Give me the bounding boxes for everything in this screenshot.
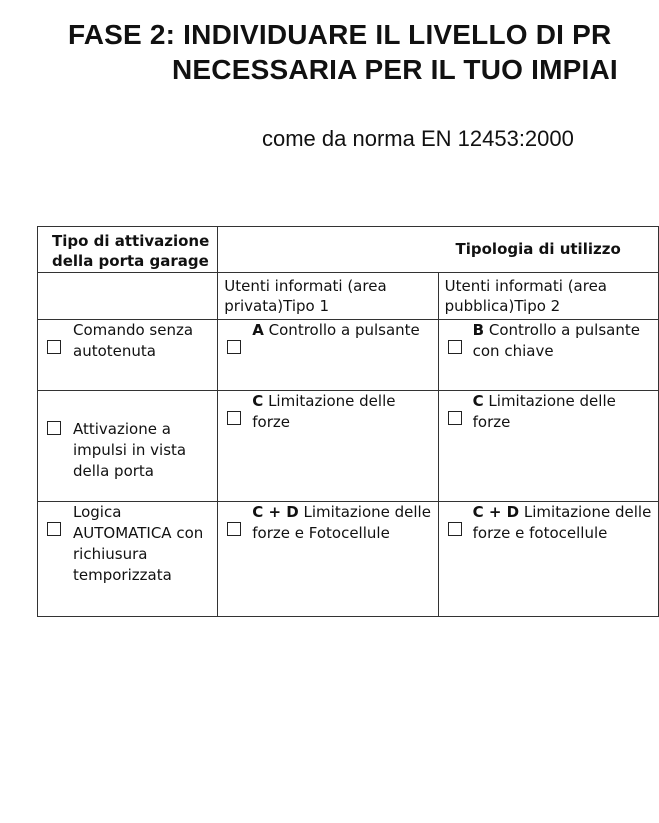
type2-code: C xyxy=(472,392,484,410)
header-usage-label: Tipologia di utilizzo xyxy=(455,240,621,258)
type1-code: C + D xyxy=(252,503,299,521)
checkbox[interactable] xyxy=(448,522,462,536)
type1-cell xyxy=(218,502,438,617)
type1-text: Controllo a pulsante xyxy=(268,321,420,339)
checkbox[interactable] xyxy=(227,340,241,354)
table-row xyxy=(38,391,659,502)
type1-code: A xyxy=(252,321,264,339)
activation-label: Comando senza autotenuta xyxy=(73,321,194,360)
activation-cell xyxy=(38,320,218,391)
type1-text: Limitazione delle forze e Fotocellule xyxy=(252,503,431,542)
subheader-type2: Utenti informati (area pubblica)Tipo 2 xyxy=(438,273,658,320)
type2-text: Controllo a pulsante con chiave xyxy=(472,321,640,360)
checkbox[interactable] xyxy=(47,522,61,536)
norm-subtitle: come da norma EN 12453:2000 xyxy=(262,126,574,151)
type1-option xyxy=(218,320,437,341)
page-title-line-1: FASE 2: INDIVIDUARE IL LIVELLO DI PR xyxy=(68,19,612,50)
checkbox[interactable] xyxy=(448,411,462,425)
type1-option xyxy=(218,391,437,433)
checkbox[interactable] xyxy=(227,411,241,425)
page-title-line-2: NECESSARIA PER IL TUO IMPIAI xyxy=(172,54,618,85)
type2-cell xyxy=(438,320,658,391)
activation-label: Attivazione a impulsi in vista della porta xyxy=(73,420,187,480)
header-activation-type: Tipo di attivazione della porta garage xyxy=(38,227,218,273)
header-usage-type xyxy=(218,227,659,273)
header-row xyxy=(38,227,659,273)
type2-cell xyxy=(438,502,658,617)
type2-text: Limitazione delle forze xyxy=(472,392,616,431)
table-row xyxy=(38,320,659,391)
protection-level-table xyxy=(37,226,659,617)
type2-cell xyxy=(438,391,658,502)
type2-option xyxy=(439,320,658,362)
type2-code: C + D xyxy=(472,503,520,521)
subheader-type1: Utenti informati (area privata)Tipo 1 xyxy=(218,273,438,320)
table-row xyxy=(38,502,659,617)
type1-option xyxy=(218,502,437,544)
activation-label: Logica AUTOMATICA con richiusura temporizzata xyxy=(73,503,204,584)
type2-code: B xyxy=(472,321,485,339)
subheader-row xyxy=(38,273,659,320)
type2-text: Limitazione delle forze e fotocellule xyxy=(472,503,652,542)
type1-cell xyxy=(218,391,438,502)
checkbox[interactable] xyxy=(47,340,61,354)
type1-cell xyxy=(218,320,438,391)
checkbox[interactable] xyxy=(227,522,241,536)
checkbox[interactable] xyxy=(448,340,462,354)
type2-option xyxy=(439,502,658,544)
checkbox[interactable] xyxy=(47,421,61,435)
activation-cell xyxy=(38,502,218,617)
type2-option xyxy=(439,391,658,433)
type1-code: C xyxy=(252,392,264,410)
subheader-empty xyxy=(38,273,218,320)
activation-cell xyxy=(38,391,218,502)
type1-text: Limitazione delle forze xyxy=(252,392,396,431)
